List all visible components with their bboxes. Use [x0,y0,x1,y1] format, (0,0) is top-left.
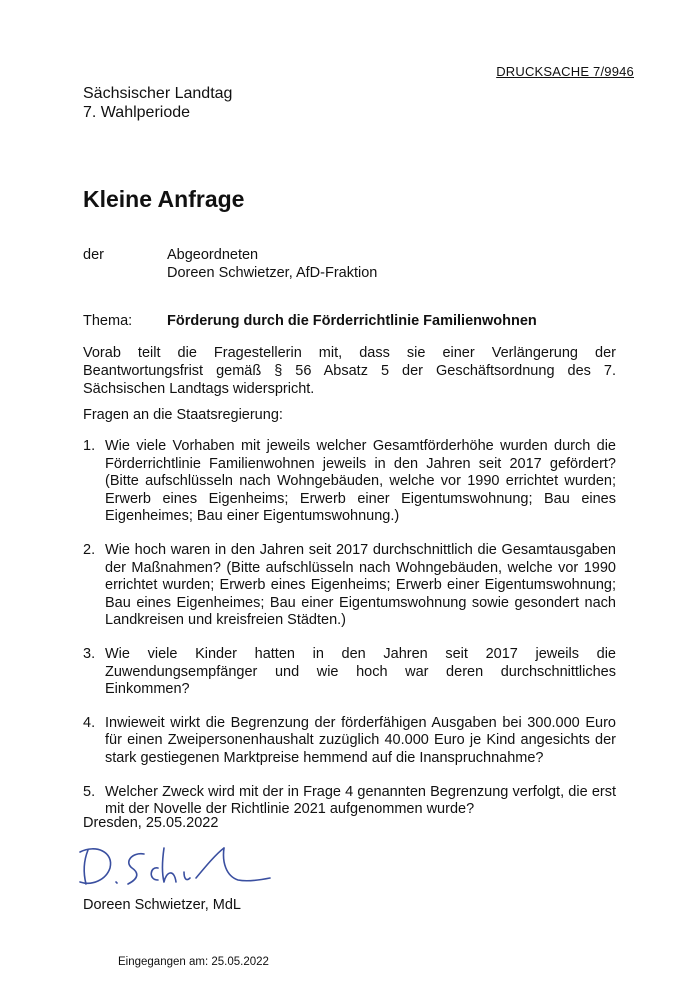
question-item [83,646,616,699]
signer-name: Doreen Schwietzer, MdL [83,897,241,913]
question-text: Inwieweit wirkt die Begrenzung der förderfähigen Ausgaben bei 300.000 Euro für einen Zweipersonenhaushalt zuzüglich 40.000 Euro je Kind angesichts der stark gestiegenen Marktpreise hemmend auf die Inanspruchnahme? [105,714,616,766]
question-item [83,715,616,768]
question-item [83,542,616,630]
place-date: Dresden, 25.05.2022 [83,815,219,831]
intro-paragraph: Vorab teilt die Fragestellerin mit, dass sie einer Verlängerung der Beantwortungsfrist gemäß § 56 Absatz 5 der Geschäftsordnung des 7. Sächsischen Landtags widerspricht. [83,345,616,397]
topic-value: Förderung durch die Förderrichtlinie Familienwohnen [167,313,537,329]
author-role: Abgeordneten [167,247,259,263]
document-title: Kleine Anfrage [83,186,245,212]
question-number: 3. [83,645,96,662]
handwritten-signature [66,838,276,890]
question-number: 4. [83,714,96,731]
question-text: Wie viele Kinder hatten in den Jahren seit 2017 jeweils die Zuwendungsempfänger und wie hoch war deren durchschnittliches Einkommen? [105,645,616,698]
question-number: 5. [83,783,96,800]
received-stamp: Eingegangen am: 25.05.2022 [118,956,269,968]
author-name: Doreen Schwietzer, AfD-Fraktion [167,265,378,281]
question-text: Wie hoch waren in den Jahren seit 2017 durchschnittlich die Gesamtausgaben der Maßnahmen? (Bitte aufschlüsseln nach Wohngebäuden, welche vor 1990 errichtet wurden; Erwerb eines Eigenheims; Erwerb einer Eigentumswohnung; Bau eines Eigenheimes; Bau einer Eigentumswohnung sowie gesondert nach Landkreisen und kreisfreien Städten.) [105,541,616,629]
question-number: 2. [83,541,96,558]
legislative-period: 7. Wahlperiode [83,104,191,121]
document-number: DRUCKSACHE 7/9946 [496,64,634,79]
parliament-name: Sächsischer Landtag [83,85,233,102]
question-item [83,438,616,526]
question-number: 1. [83,438,96,454]
parliament-header [83,84,232,122]
question-text: Welcher Zweck wird mit der in Frage 4 genannten Begrenzung verfolgt, die erst mit der Novelle der Richtlinie 2021 aufgenommen wurde? [105,783,616,818]
questions-heading: Fragen an die Staatsregierung: [83,407,283,423]
author-label: der [83,247,104,263]
topic-label: Thema: [83,313,133,329]
questions-list [83,438,616,835]
question-text: Wie viele Vorhaben mit jeweils welcher Gesamtförderhöhe wurden durch die Förderrichtlinie Familienwohnen jeweils in den Jahren seit 2017 gefördert? (Bitte aufschlüsseln nach Wohngebäuden, welche vor 1990 errichtet wurden; Erwerb eines Eigenheims; Erwerb einer Eigentumswohnung; Bau eines Eigenheimes; Bau einer Eigentumswohnung.) [105,438,616,525]
